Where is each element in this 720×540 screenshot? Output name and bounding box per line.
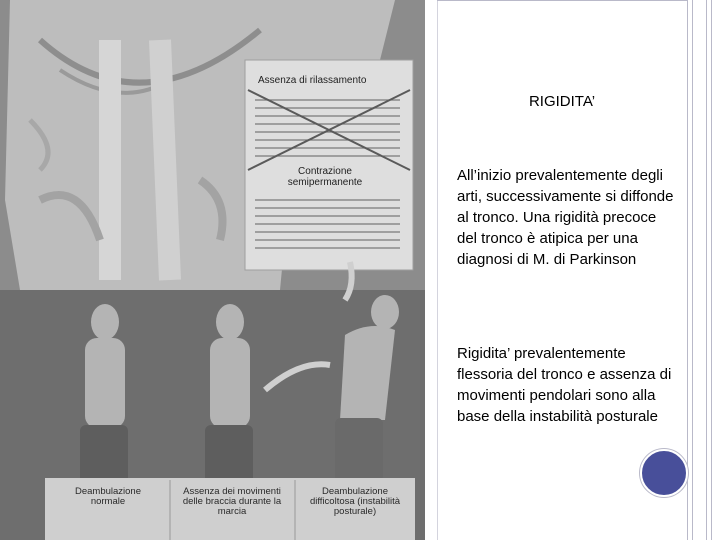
caption-no-arm-swing: Assenza dei movimenti delle braccia durante la marcia — [182, 486, 282, 517]
frame-line-right-2 — [692, 0, 693, 540]
frame-line-left — [437, 0, 438, 540]
frame-line-right-4 — [711, 0, 712, 540]
box-label-contraction: Contrazione semipermanente — [287, 166, 363, 188]
frame-line-right-3 — [706, 0, 707, 540]
paragraph-flexor-rigidity: Rigidita’ prevalentemente flessoria del tronco e assenza di movimenti pendolari sono alla base della instabilità posturale — [457, 345, 672, 425]
caption-normal-walk: Deambulazione normale — [74, 486, 141, 507]
decorative-circle — [640, 449, 688, 497]
frame-line-right-1 — [687, 0, 688, 540]
box-label-no-relaxation: Assenza di rilassamento — [258, 75, 367, 86]
paragraph-rigidity-onset: All’inizio prevalentemente degli arti, successivamente si diffonde al tronco. Una rigidità precoce del tronco è atipica per una diagnosi di M. di Parkinson — [457, 167, 674, 268]
frame-line-top — [437, 0, 687, 1]
caption-difficult-walk: Deambulazione difficoltosa (instabilità posturale) — [309, 486, 401, 517]
slide-title: RIGIDITA’ — [528, 93, 596, 110]
